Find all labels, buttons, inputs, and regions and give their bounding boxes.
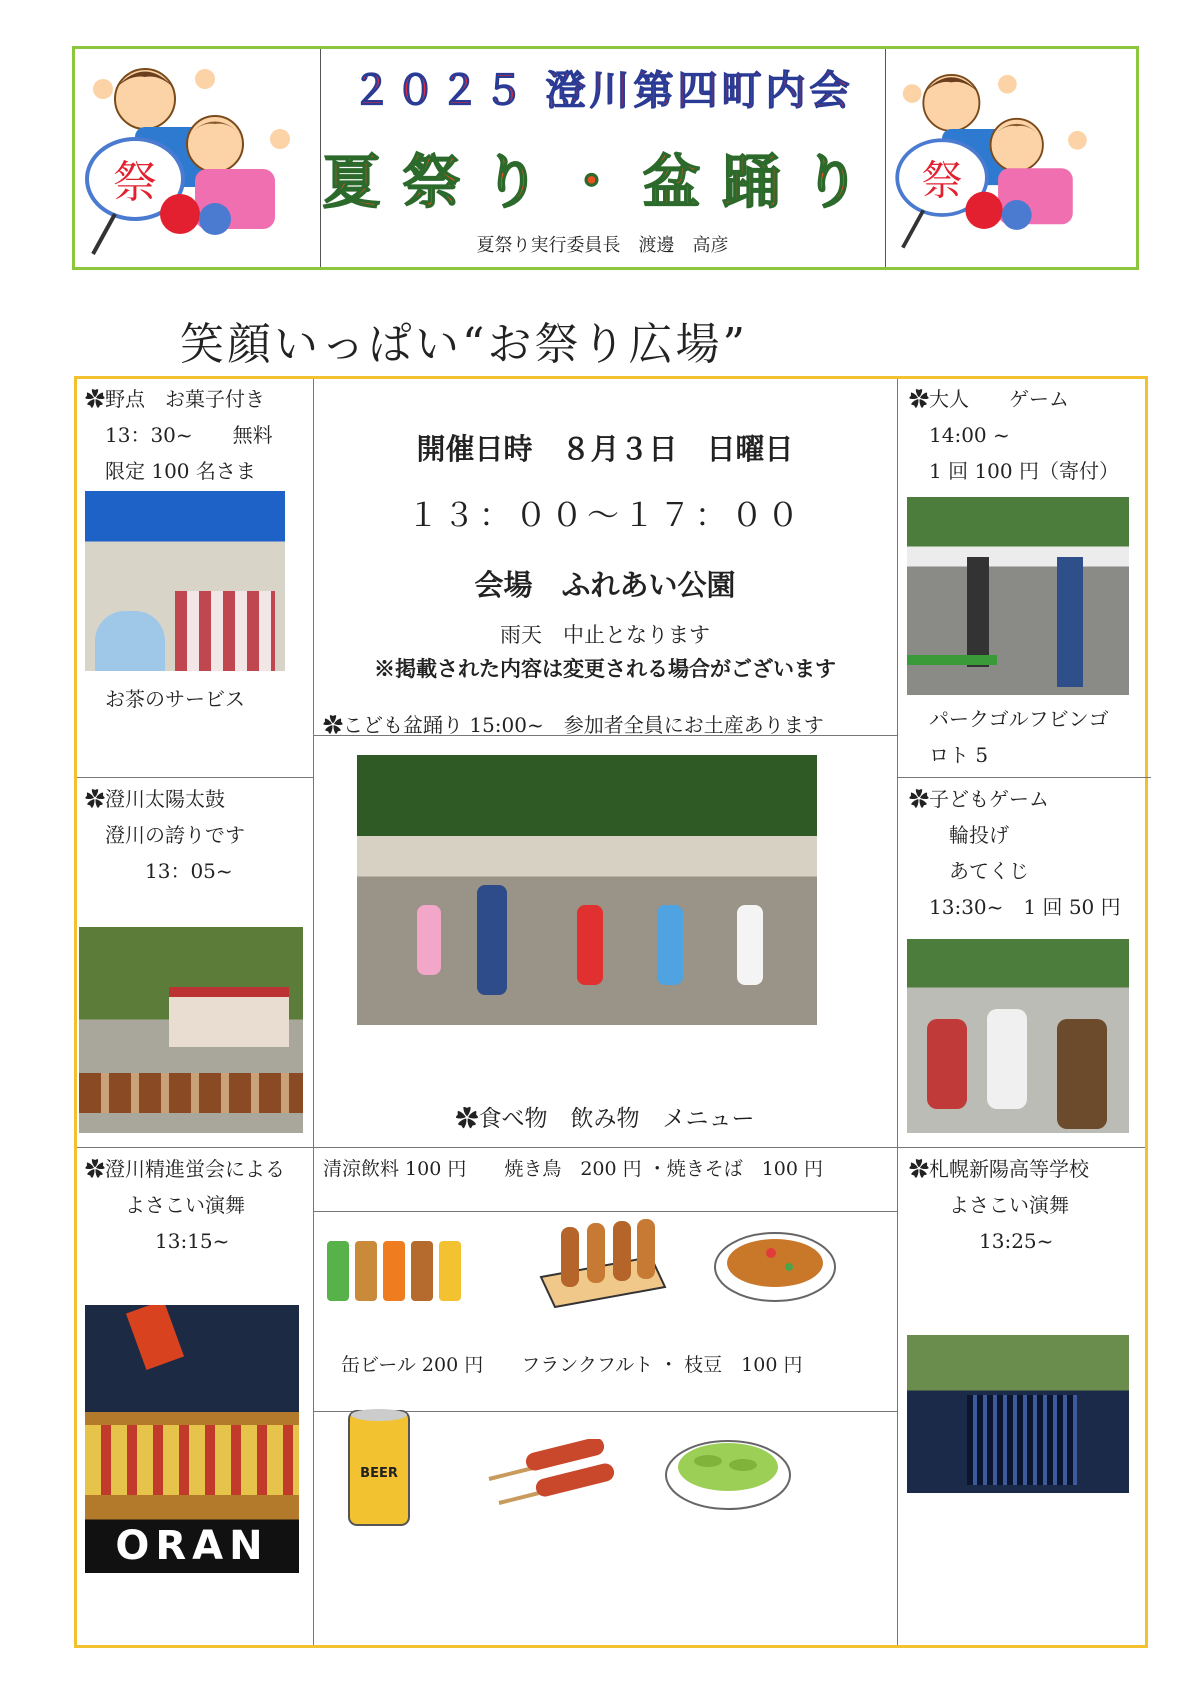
yosakoi2-title: ✿札幌新陽高等学校 bbox=[909, 1157, 1089, 1181]
festival-kids-illustration-right bbox=[885, 49, 1136, 267]
program-grid bbox=[74, 376, 1148, 1648]
edamame-icon bbox=[663, 1425, 793, 1515]
event-time: １３：００～１７：００ bbox=[406, 496, 803, 534]
nodate-time: 13：30~ 無料 bbox=[105, 423, 273, 447]
bon-odori-photo bbox=[357, 755, 817, 1025]
header-box bbox=[72, 46, 1139, 270]
festival-kids-illustration-left bbox=[75, 49, 321, 267]
nodate-limit: 限定 100 名さま bbox=[105, 459, 256, 483]
adult-game-caption-2: ロト 5 bbox=[929, 743, 989, 767]
event-date: 開催日時 ８月３日 日曜日 bbox=[416, 432, 794, 466]
grid-divider bbox=[77, 777, 313, 778]
grid-divider bbox=[77, 1147, 1145, 1148]
adult-game-time: 14:00 ~ bbox=[929, 423, 1010, 447]
yakitori-icon bbox=[531, 1217, 671, 1309]
event-subtitle: 夏祭り・盆踊り bbox=[322, 148, 883, 216]
menu-row-1: 清涼飲料 100 円 焼き鳥 200 円 ・焼きそば 100 円 bbox=[323, 1158, 823, 1180]
event-title: ２０２５ 澄川第四町内会 bbox=[351, 67, 854, 114]
event-venue: 会場 ふれあい公園 bbox=[474, 568, 736, 602]
park-golf-photo bbox=[907, 497, 1129, 695]
kids-game-item-1: 輪投げ bbox=[949, 823, 1009, 847]
adult-game-caption-1: パークゴルフビンゴ bbox=[929, 707, 1109, 731]
oran-banner-text: ORAN bbox=[115, 1523, 269, 1569]
fan-matsuri-text: 祭 bbox=[113, 157, 157, 208]
kids-game-photo bbox=[907, 939, 1129, 1133]
kids-bon-odori: ✿こども盆踊り 15:00~ 参加者全員にお土産あります bbox=[323, 713, 824, 737]
menu-row-2: 缶ビール 200 円 フランクフルト ・ 枝豆 100 円 bbox=[341, 1354, 803, 1376]
change-notice: ※掲載された内容は変更される場合がございます bbox=[374, 656, 836, 681]
taiko-desc: 澄川の誇りです bbox=[105, 823, 245, 847]
kids-game-item-2: あてくじ bbox=[949, 859, 1029, 883]
frankfurter-icon bbox=[485, 1439, 615, 1511]
yosakoi2-time: 13:25~ bbox=[979, 1229, 1054, 1253]
header-title-area bbox=[320, 49, 885, 267]
grid-divider bbox=[897, 379, 898, 1645]
taiko-photo bbox=[79, 927, 303, 1133]
yosakoi2-desc: よさこい演舞 bbox=[949, 1193, 1069, 1217]
grid-divider bbox=[313, 1211, 897, 1212]
kids-game-title: ✿子どもゲーム bbox=[909, 787, 1049, 811]
yakisoba-icon bbox=[713, 1227, 837, 1305]
yosakoi1-desc: よさこい演舞 bbox=[125, 1193, 245, 1217]
yosakoi1-title: ✿澄川精進蛍会による bbox=[85, 1157, 285, 1181]
menu-title: ✿食べ物 飲み物 メニュー bbox=[455, 1106, 755, 1132]
page-subtitle: 笑顔いっぱい“お祭り広場” bbox=[180, 319, 748, 370]
yosakoi-performance-photo bbox=[85, 1305, 299, 1573]
fan-matsuri-text: 祭 bbox=[921, 156, 963, 205]
taiko-time: 13：05~ bbox=[145, 859, 233, 883]
beer-label: BEER bbox=[360, 1466, 398, 1481]
grid-divider bbox=[897, 777, 1151, 778]
adult-game-title: ✿大人 ゲーム bbox=[909, 387, 1069, 411]
beer-can-icon bbox=[347, 1405, 411, 1529]
nodate-caption: お茶のサービス bbox=[105, 687, 245, 711]
taiko-title: ✿澄川太陽太鼓 bbox=[85, 787, 225, 811]
rain-notice: 雨天 中止となります bbox=[500, 623, 710, 647]
committee-chair: 夏祭り実行委員長 渡邊 高彦 bbox=[476, 235, 729, 256]
yosakoi-parade-photo bbox=[907, 1335, 1129, 1493]
tea-service-photo bbox=[85, 491, 285, 671]
soft-drink-bottles-icon bbox=[325, 1231, 465, 1303]
nodate-title: ✿野点 お菓子付き bbox=[85, 387, 265, 411]
kids-game-time: 13:30~ 1 回 50 円 bbox=[929, 895, 1121, 919]
yosakoi1-time: 13:15~ bbox=[155, 1229, 230, 1253]
adult-game-price: 1 回 100 円（寄付） bbox=[929, 459, 1119, 483]
